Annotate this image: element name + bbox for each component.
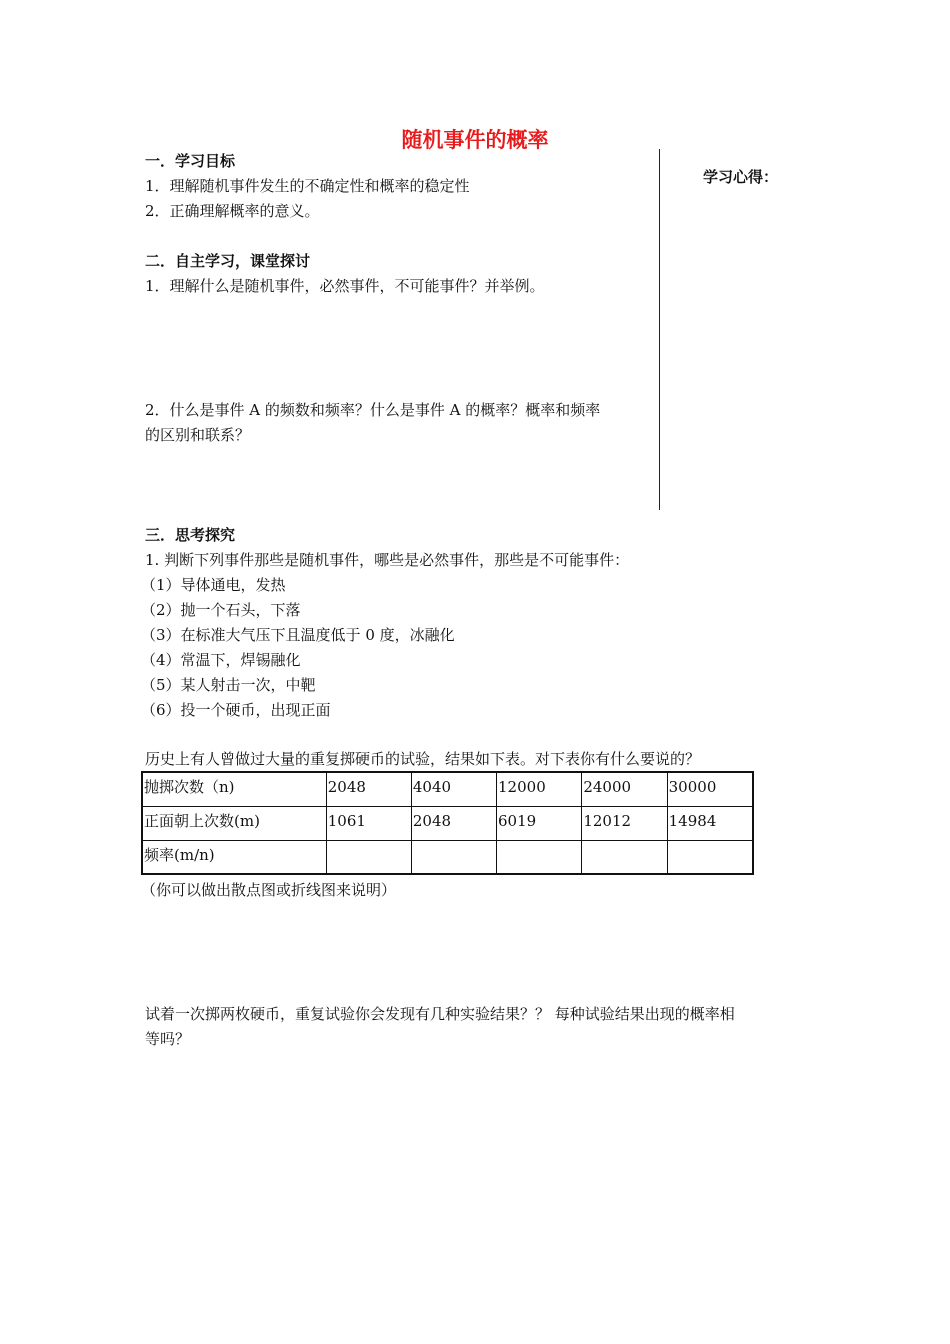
question-2-2-line2: 的区别和联系？ — [145, 426, 251, 444]
table-cell: 正面朝上次数(m) — [142, 806, 326, 840]
history-text: 历史上有人曾做过大量的重复掷硬币的试验，结果如下表。对下表你有什么要说的？ — [145, 750, 701, 768]
table-note: （你可以做出散点图或折线图来说明） — [141, 881, 397, 899]
event-item: （1）导体通电，发热 — [141, 576, 286, 594]
column-divider — [659, 149, 660, 510]
event-item: （2）抛一个石头，下落 — [141, 601, 301, 619]
table-row — [142, 772, 753, 806]
event-item: （4）常温下，焊锡融化 — [141, 651, 301, 669]
table-cell — [497, 840, 582, 874]
section1-heading: 一．学习目标 — [145, 152, 236, 170]
goal-item-1: 1．理解随机事件发生的不确定性和概率的稳定性 — [145, 177, 470, 195]
section3-heading: 三．思考探究 — [145, 526, 236, 544]
table-cell: 2048 — [326, 772, 411, 806]
table-cell: 12000 — [497, 772, 582, 806]
table-cell: 2048 — [411, 806, 496, 840]
goal-item-2: 2．正确理解概率的意义。 — [145, 202, 320, 220]
table-cell — [582, 840, 667, 874]
table-cell: 24000 — [582, 772, 667, 806]
page-title: 随机事件的概率 — [401, 128, 549, 152]
table-row — [142, 806, 753, 840]
notes-heading: 学习心得： — [703, 168, 779, 186]
question-2-1: 1．理解什么是随机事件，必然事件，不可能事件？并举例。 — [145, 277, 545, 295]
table-cell: 14984 — [667, 806, 753, 840]
table-cell: 12012 — [582, 806, 667, 840]
final-question-line1: 试着一次掷两枚硬币，重复试验你会发现有几种实验结果？？ 每种试验结果出现的概率相 — [145, 1005, 735, 1023]
table-row — [142, 840, 753, 874]
event-item: （3）在标准大气压下且温度低于 0 度，冰融化 — [141, 626, 455, 644]
final-question-line2: 等吗？ — [145, 1030, 191, 1048]
table-cell: 1061 — [326, 806, 411, 840]
event-item: （6）投一个硬币，出现正面 — [141, 701, 331, 719]
event-item: （5）某人射击一次，中靶 — [141, 676, 316, 694]
table-cell: 4040 — [411, 772, 496, 806]
table-cell — [326, 840, 411, 874]
table-cell: 抛掷次数（n) — [142, 772, 326, 806]
table-cell — [411, 840, 496, 874]
question-2-2-line1: 2．什么是事件 A 的频数和频率？什么是事件 A 的概率？概率和频率 — [145, 401, 601, 419]
table-cell: 6019 — [497, 806, 582, 840]
coin-toss-table — [141, 771, 754, 875]
table-cell: 30000 — [667, 772, 753, 806]
section2-heading: 二．自主学习，课堂探讨 — [145, 252, 311, 270]
table-cell — [667, 840, 753, 874]
table-cell: 频率(m/n) — [142, 840, 326, 874]
question-3-1: 1. 判断下列事件那些是随机事件，哪些是必然事件，那些是不可能事件： — [145, 551, 630, 569]
